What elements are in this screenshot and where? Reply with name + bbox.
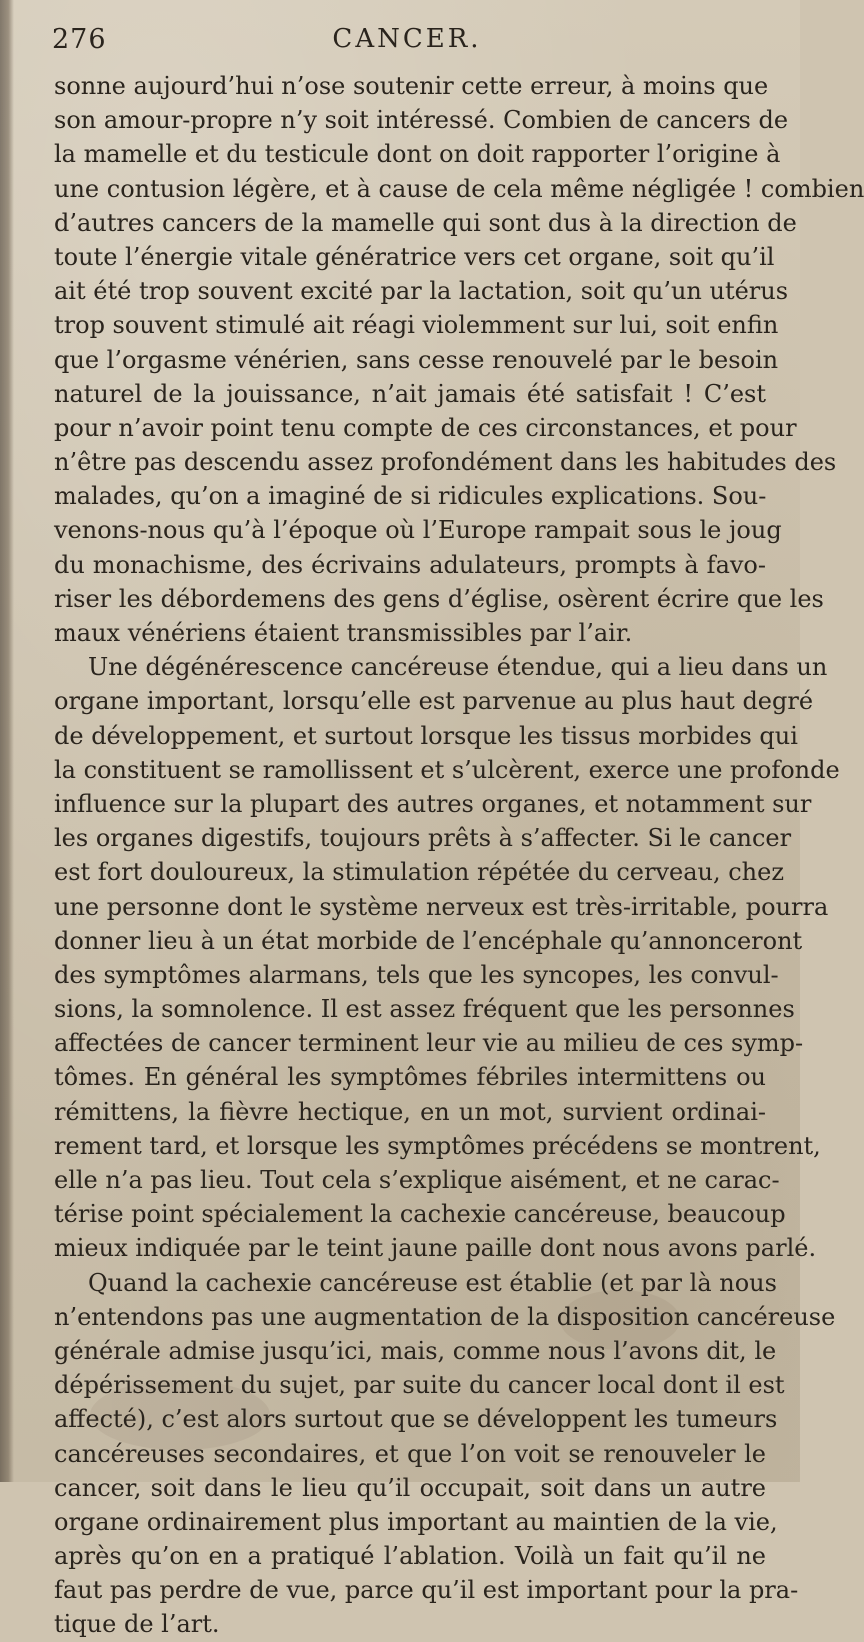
text-line: générale admise jusqu’ici, mais, comme nous l’avons dit, le <box>54 1336 777 1365</box>
text-line: pour n’avoir point tenu compte de ces circonstances, et pour <box>54 413 797 442</box>
text-line: sions, la somnolence. Il est assez fréquent que les personnes <box>54 995 795 1024</box>
running-title: CANCER. <box>332 24 482 54</box>
text-line: organe important, lorsqu’elle est parvenue au plus haut degré <box>54 687 814 716</box>
text-line: elle n’a pas lieu. Tout cela s’explique aisément, et ne carac- <box>54 1166 780 1194</box>
text-line: organe ordinairement plus important au maintien de la vie, <box>54 1507 778 1536</box>
text-line: n’entendons pas une augmentation de la disposition cancéreuse <box>54 1302 836 1331</box>
text-line: après qu’on en a pratiqué l’ablation. Voilà un fait qu’il ne <box>54 1542 766 1571</box>
text-line: malades, qu’on a imaginé de si ridicules explications. Sou- <box>54 482 767 511</box>
page-number: 276 <box>52 24 107 55</box>
text-line: de développement, et surtout lorsque les tissus morbides qui <box>54 721 798 750</box>
text-line: affecté), c’est alors surtout que se développent les tumeurs <box>54 1405 778 1434</box>
text-line: son amour-propre n’y soit intéressé. Combien de cancers de <box>54 106 789 135</box>
text-line: la constituent se ramollissent et s’ulcèrent, exerce une profonde <box>54 755 840 784</box>
text-line: mieux indiquée par le teint jaune paille dont nous avons parlé. <box>54 1234 817 1263</box>
text-line: riser les débordemens des gens d’église, osèrent écrire que les <box>54 584 824 613</box>
text-line: d’autres cancers de la mamelle qui sont dus à la direction de <box>54 208 797 237</box>
text-line: une personne dont le système nerveux est très-irritable, pourra <box>54 892 829 921</box>
text-line: trop souvent stimulé ait réagi violemment sur lui, soit enfin <box>54 311 779 340</box>
text-line: est fort douloureux, la stimulation répétée du cerveau, chez <box>54 858 784 887</box>
text-line: dépérissement du sujet, par suite du cancer local dont il est <box>54 1371 785 1400</box>
text-line: rement tard, et lorsque les symptômes précédens se montrent, <box>54 1131 821 1160</box>
text-line: du monachisme, des écrivains adulateurs, prompts à favo- <box>54 550 766 579</box>
body-text <box>54 69 864 1642</box>
text-line: affectées de cancer terminent leur vie au milieu de ces symp- <box>54 1029 804 1058</box>
text-line: sonne aujourd’hui n’ose soutenir cette erreur, à moins que <box>54 72 769 100</box>
text-line: cancéreuses secondaires, et que l’on voit se renouveler le <box>54 1439 766 1468</box>
text-line: rémittens, la fièvre hectique, en un mot, survient ordinai- <box>54 1097 766 1126</box>
text-line: toute l’énergie vitale génératrice vers cet organe, soit qu’il <box>54 242 775 271</box>
text-line: la mamelle et du testicule dont on doit rapporter l’origine à <box>54 140 781 169</box>
page-binding-shadow <box>0 0 14 1482</box>
text-line: tômes. En général les symptômes fébriles intermittens ou <box>54 1063 766 1092</box>
text-line: une contusion légère, et à cause de cela même négligée ! combien <box>54 174 864 203</box>
text-line: Une dégénérescence cancéreuse étendue, qui a lieu dans un <box>88 653 828 682</box>
text-line: faut pas perdre de vue, parce qu’il est important pour la pra- <box>54 1576 799 1605</box>
text-line: ait été trop souvent excité par la lactation, soit qu’un utérus <box>54 277 789 306</box>
text-line: les organes digestifs, toujours prêts à s’affecter. Si le cancer <box>54 824 792 853</box>
text-line: Quand la cachexie cancéreuse est établie (et par là nous <box>88 1268 777 1297</box>
text-line: influence sur la plupart des autres organes, et notamment sur <box>54 789 812 818</box>
text-container <box>54 69 864 1642</box>
text-line: térise point spécialement la cachexie cancéreuse, beaucoup <box>54 1200 786 1229</box>
text-line: venons-nous qu’à l’époque où l’Europe rampait sous le joug <box>54 516 782 545</box>
text-line: que l’orgasme vénérien, sans cesse renouvelé par le besoin <box>54 345 779 374</box>
text-line: n’être pas descendu assez profondément dans les habitudes des <box>54 448 837 477</box>
text-line: tique de l’art. <box>54 1610 220 1639</box>
text-line: cancer, soit dans le lieu qu’il occupait, soit dans un autre <box>54 1473 766 1502</box>
text-line: donner lieu à un état morbide de l’encéphale qu’annonceront <box>54 926 803 955</box>
text-line: des symptômes alarmans, tels que les syncopes, les convul- <box>54 960 779 989</box>
text-line: naturel de la jouissance, n’ait jamais été satisfait ! C’est <box>54 379 766 408</box>
text-line: maux vénériens étaient transmissibles par l’air. <box>54 619 633 647</box>
page-header <box>52 24 762 64</box>
